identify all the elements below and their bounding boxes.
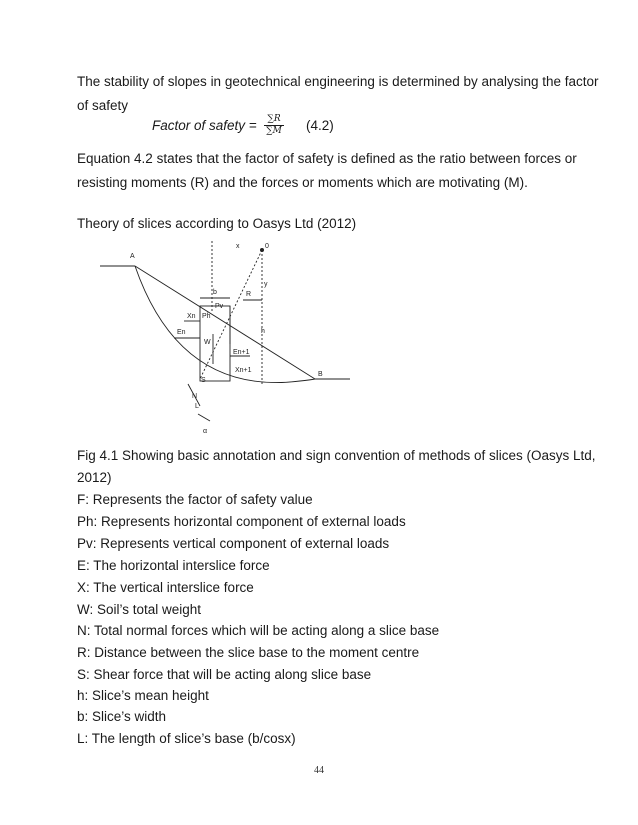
equation-number: (4.2) bbox=[306, 118, 334, 133]
definition-item: b: Slice’s width bbox=[77, 709, 167, 724]
caption-line-2: 2012) bbox=[77, 470, 112, 485]
slope-surface-line bbox=[135, 266, 315, 379]
definition-item: N: Total normal forces which will be acting along a slice base bbox=[77, 623, 440, 638]
page-number: 44 bbox=[314, 765, 324, 776]
definition-item: X: The vertical interslice force bbox=[77, 580, 254, 595]
label-b: b bbox=[213, 289, 217, 296]
equation-lhs: Factor of safety = bbox=[152, 118, 257, 133]
l-dimension-line bbox=[198, 414, 210, 421]
definition-item: W: Soil’s total weight bbox=[77, 602, 202, 617]
slices-figure bbox=[100, 236, 360, 441]
slip-circle-arc bbox=[135, 266, 315, 383]
label-xn1: Xn+1 bbox=[235, 367, 252, 374]
slices-diagram bbox=[100, 236, 360, 436]
definition-item: S: Shear force that will be acting along slice base bbox=[77, 667, 372, 682]
equation-fraction bbox=[264, 114, 284, 137]
definition-item: F: Represents the factor of safety value bbox=[77, 492, 313, 507]
label-h: h bbox=[261, 328, 265, 335]
definition-item: Pv: Represents vertical component of external loads bbox=[77, 536, 390, 551]
definition-item: Ph: Represents horizontal component of external loads bbox=[77, 514, 406, 529]
label-y: y bbox=[264, 281, 268, 288]
label-pv: Pv bbox=[215, 303, 224, 310]
label-ph: Ph bbox=[202, 313, 211, 320]
definition-item: E: The horizontal interslice force bbox=[77, 558, 270, 573]
definition-item: R: Distance between the slice base to the moment centre bbox=[77, 645, 420, 660]
explain-line-1: Equation 4.2 states that the factor of safety is defined as the ratio between forces or bbox=[77, 151, 577, 166]
label-alpha: α bbox=[203, 428, 208, 435]
caption-line-1: Fig 4.1 Showing basic annotation and sign convention of methods of slices (Oasys Ltd, bbox=[77, 448, 596, 463]
definition-item: L: The length of slice’s base (b/cosx) bbox=[77, 731, 296, 746]
label-a: A bbox=[130, 253, 135, 260]
definition-item: h: Slice’s mean height bbox=[77, 688, 209, 703]
label-r: R bbox=[246, 291, 252, 298]
explain-line-2: resisting moments (R) and the forces or moments which are motivating (M). bbox=[77, 175, 528, 190]
theory-heading: Theory of slices according to Oasys Ltd (2012) bbox=[77, 216, 357, 231]
label-o: 0 bbox=[265, 243, 269, 250]
intro-line-2: of safety bbox=[77, 98, 129, 113]
intro-line-1: The stability of slopes in geotechnical engineering is determined by analysing the factor bbox=[77, 74, 599, 89]
label-x: x bbox=[236, 243, 240, 250]
label-s: S bbox=[201, 377, 206, 384]
moment-centre-point bbox=[260, 248, 264, 252]
label-en1: En+1 bbox=[233, 349, 250, 356]
equation-denominator: ∑M bbox=[266, 126, 282, 136]
equation-numerator: ∑R bbox=[267, 114, 281, 124]
label-w: W bbox=[204, 339, 211, 346]
label-b-point: B bbox=[318, 371, 323, 378]
label-en: En bbox=[177, 329, 186, 336]
label-l: L bbox=[195, 403, 199, 410]
label-n: N bbox=[192, 393, 198, 400]
label-xn: Xn bbox=[187, 313, 196, 320]
